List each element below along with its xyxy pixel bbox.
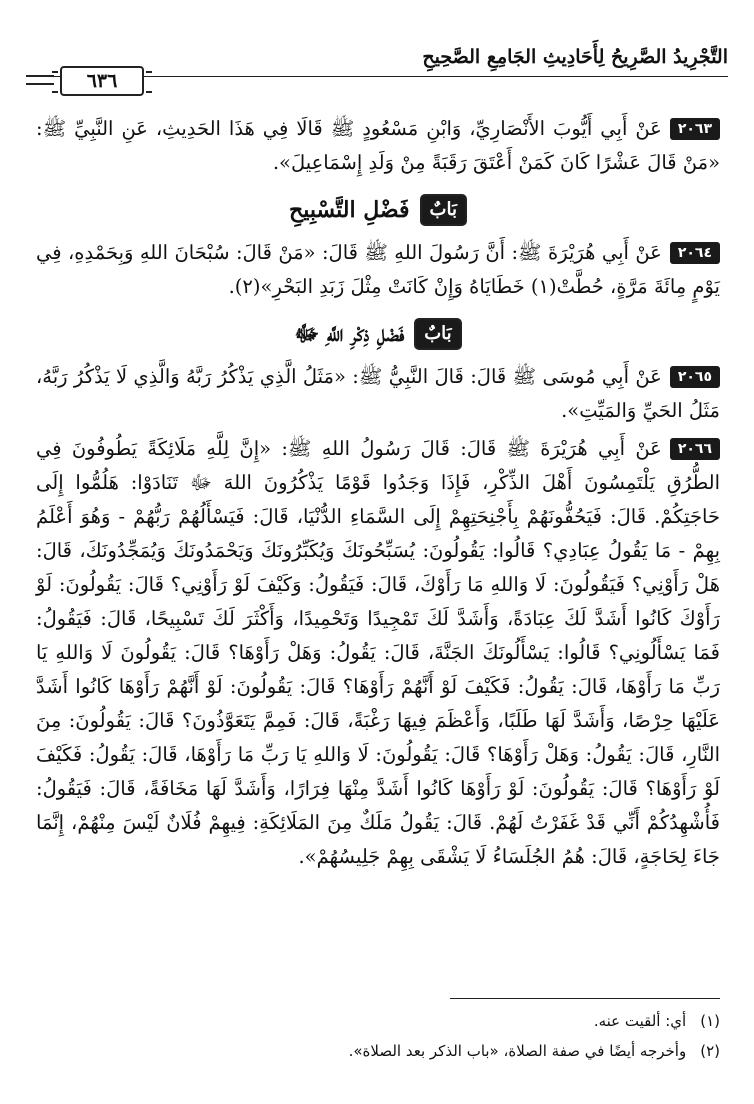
hadith-2063 <box>36 112 720 180</box>
hadith-2064 <box>36 236 720 304</box>
page-body <box>36 112 720 878</box>
hadith-text: عَنْ أَبِي هُرَيْرَةَ ﷺ: أَنَّ رَسُولَ اللهِ ﷺ قَالَ: «مَنْ قَالَ: سُبْحَانَ اللهِ وَبِحَمْدِهِ، فِي يَوْمٍ مِائَةَ مَرَّةٍ، حُطَّتْ(١) خَطَايَاهُ وَإِنْ كَانَتْ مِثْلَ زَبَدِ البَحْرِ»(٢). <box>36 241 720 298</box>
footnote-item <box>36 1036 720 1066</box>
hadith-text: عَنْ أَبِي أَيُّوبَ الأَنْصَارِيِّ، وَابْنِ مَسْعُودٍ ﷺ قَالَا فِي هَذَا الحَدِيثِ، عَنِ النَّبِيِّ ﷺ: «مَنْ قَالَ عَشْرًا كَانَ كَمَنْ أَعْتَقَ رَقَبَةً مِنْ وَلَدِ إِسْمَاعِيلَ». <box>36 117 720 174</box>
hadith-number-badge: ٢٠٦٦ <box>670 438 720 460</box>
book-title: التَّجْرِيدُ الصَّرِيحُ لِأَحَادِيثِ الجَامِعِ الصَّحِيحِ <box>422 46 728 68</box>
page-number-frame <box>26 66 156 92</box>
footnote-text: أي: ألقيت عنه. <box>593 1012 687 1030</box>
footnote-number: (٢) <box>700 1042 720 1060</box>
bab-label: بَابٌ <box>414 318 461 350</box>
page-number: ٦٣٦ <box>60 66 144 96</box>
footnote-item <box>36 1006 720 1036</box>
bab-label: بَابٌ <box>420 194 467 226</box>
footnote-separator <box>450 998 720 999</box>
hadith-text: عَنْ أَبِي هُرَيْرَةَ ﷺ قَالَ: قَالَ رَسُولُ اللهِ ﷺ: «إِنَّ لِلَّهِ مَلَائِكَةً يَطُوفُونَ فِي الطُّرُقِ يَلْتَمِسُونَ أَهْلَ الذِّكْرِ، فَإِذَا وَجَدُوا قَوْمًا يَذْكُرُونَ اللهَ ﷻ تَنَادَوْا: هَلُمُّوا إِلَى حَاجَتِكُمْ. قَالَ: فَيَحُفُّونَهُمْ بِأَجْنِحَتِهِمْ إِلَى السَّمَاءِ الدُّنْيَا، قَالَ: فَيَسْأَلُهُمْ رَبُّهُمْ - وَهُوَ أَعْلَمُ بِهِمْ - مَا يَقُولُ عِبَادِي؟ قَالُوا: يَقُولُونَ: يُسَبِّحُونَكَ وَيُكَبِّرُونَكَ وَيَحْمَدُونَكَ وَيُمَجِّدُونَكَ، قَالَ: هَلْ رَأَوْنِي؟ فَيَقُولُونَ: لَا وَاللهِ مَا رَأَوْكَ، قَالَ: فَيَقُولُ: وَكَيْفَ لَوْ رَأَوْنِي؟ قَالَ: يَقُولُونَ: لَوْ رَأَوْكَ كَانُوا أَشَدَّ لَكَ عِبَادَةً، وَأَشَدَّ لَكَ تَمْجِيدًا وَتَحْمِيدًا، وَأَكْثَرَ لَكَ تَسْبِيحًا، قَالَ: فَيَقُولُ: فَمَا يَسْأَلُونِي؟ قَالُوا: يَسْأَلُونَكَ الجَنَّةَ، قَالَ: يَقُولُ: وَهَلْ رَأَوْهَا؟ قَالَ: يَقُولُونَ لَا وَاللهِ يَا رَبِّ مَا رَأَوْهَا، قَالَ: يَقُولُ: فَكَيْفَ لَوْ أَنَّهُمْ رَأَوْهَا؟ قَالَ: يَقُولُونَ: لَوْ أَنَّهُمْ رَأَوْهَا كَانُوا أَشَدَّ عَلَيْهَا حِرْصًا، وَأَشَدَّ لَهَا طَلَبًا، وَأَعْظَمَ فِيهَا رَغْبَةً، قَالَ: فَمِمَّ يَتَعَوَّذُونَ؟ قَالَ: يَقُولُونَ: مِنَ النَّارِ، قَالَ: يَقُولُ: وَهَلْ رَأَوْهَا؟ قَالَ: يَقُولُونَ: لَا وَاللهِ يَا رَبِّ مَا رَأَوْهَا، قَالَ: يَقُولُ: فَكَيْفَ لَوْ رَأَوْهَا؟ قَالَ: يَقُولُونَ: لَوْ رَأَوْهَا كَانُوا أَشَدَّ مِنْهَا فِرَارًا، وَأَشَدَّ لَهَا مَخَافَةً، قَالَ: فَيَقُولُ: فَأُشْهِدُكُمْ أَنِّي قَدْ غَفَرْتُ لَهُمْ. قَالَ: يَقُولُ مَلَكٌ مِنَ المَلَائِكَةِ: فِيهِمْ فُلَانٌ لَيْسَ مِنْهُمْ، إِنَّمَا جَاءَ لِحَاجَةٍ، قَالَ: هُمُ الجُلَسَاءُ لَا يَشْقَى بِهِمْ جَلِيسُهُمْ». <box>36 437 721 868</box>
footnote-number: (١) <box>700 1012 720 1030</box>
chapter-heading <box>36 314 720 354</box>
footnotes <box>36 1006 720 1066</box>
hadith-2066 <box>36 432 720 874</box>
hadith-number-badge: ٢٠٦٥ <box>670 366 720 388</box>
hadith-number-badge: ٢٠٦٤ <box>670 242 720 264</box>
page-number-ornament <box>26 75 54 85</box>
page-header <box>26 30 728 92</box>
hadith-number-badge: ٢٠٦٣ <box>670 118 720 140</box>
hadith-2065 <box>36 360 720 428</box>
chapter-title: فَضْلِ التَّسْبِيحِ <box>289 197 410 223</box>
chapter-heading <box>36 190 720 230</box>
footnote-text: وأخرجه أيضًا في صفة الصلاة، «باب الذكر بعد الصلاة». <box>348 1042 687 1060</box>
hadith-text: عَنْ أَبِي مُوسَى ﷺ قَالَ: قَالَ النَّبِيُّ ﷺ: «مَثَلُ الَّذِي يَذْكُرُ رَبَّهُ وَالَّذِي لَا يَذْكُرُ رَبَّهُ، مَثَلُ الحَيِّ وَالمَيِّتِ». <box>36 365 720 422</box>
chapter-title: فَضْلِ ذِكْرِ اللَّهِ ﷻ <box>294 321 405 347</box>
